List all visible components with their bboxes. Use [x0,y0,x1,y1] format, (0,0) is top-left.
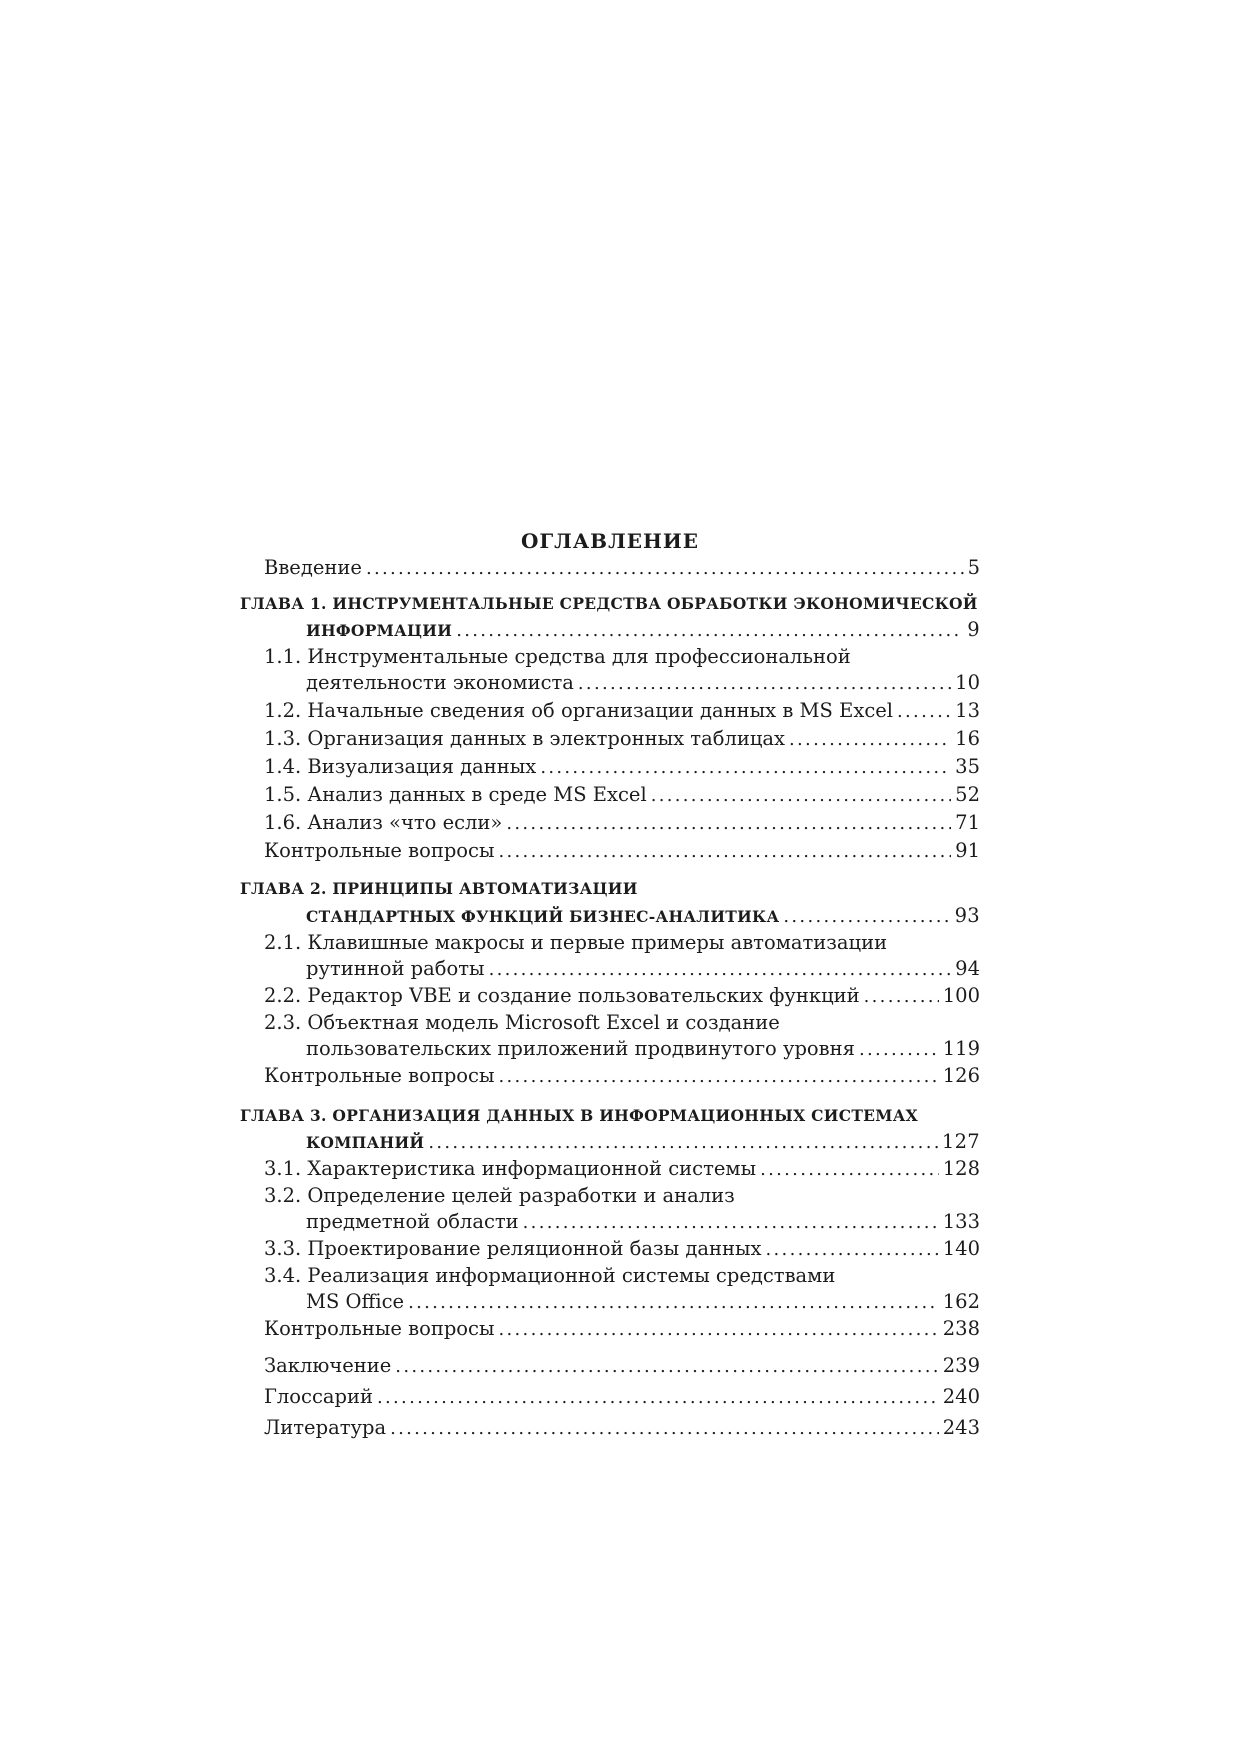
section-title: Организация данных в электронных таблицах [307,727,786,750]
entry-title: Заключение [264,1354,392,1377]
chapter-title: ГЛАВА 2. ПРИНЦИПЫ АВТОМАТИЗАЦИИ [240,879,638,898]
toc-entry-2-questions[interactable] [264,1064,980,1088]
chapter-title: ГЛАВА 3. ОРГАНИЗАЦИЯ ДАННЫХ В ИНФОРМАЦИОННЫХ СИСТЕМАХ [240,1106,919,1125]
section-number: 1.4. [264,755,302,778]
dot-leader [498,1318,938,1342]
entry-title: Введение [264,556,362,579]
toc-entry-1-2[interactable] [264,699,980,723]
toc-entry-2-3[interactable] [264,1011,980,1035]
page-number: 119 [942,1037,980,1060]
section-title: Объектная модель Microsoft Excel и создание [307,1011,780,1034]
dot-leader [456,619,963,643]
section-title-cont: пользовательских приложений продвинутого уровня [306,1037,855,1060]
toc-entry-1-questions[interactable] [264,839,980,863]
section-title: Клавишные макросы и первые примеры автоматизации [307,931,888,954]
page-number: 126 [942,1064,980,1087]
dot-leader [578,672,951,696]
section-number: 2.2. [264,984,302,1007]
page-number: 100 [942,984,980,1007]
dot-leader [498,1065,938,1089]
dot-leader [506,812,951,836]
toc-entry-1-3[interactable] [264,727,980,751]
dot-leader [523,1211,939,1235]
page-number: 162 [942,1290,980,1313]
section-title: Визуализация данных [307,755,537,778]
page-number: 9 [967,618,980,641]
chapter-heading-1-cont[interactable] [306,618,980,642]
section-title-cont: деятельности экономиста [306,671,574,694]
dot-leader [766,1238,939,1262]
toc-entry-3-4[interactable] [264,1264,980,1288]
toc-title: ОГЛАВЛЕНИЕ [520,529,700,553]
page-number: 13 [955,699,980,722]
toc-entry-3-2[interactable] [264,1184,980,1208]
page-number: 35 [955,755,980,778]
toc-entry-3-3[interactable] [264,1237,980,1261]
section-title-cont: рутинной работы [306,957,485,980]
dot-leader [366,557,964,581]
toc-entry-references[interactable] [264,1416,980,1440]
section-number: 3.3. [264,1237,302,1260]
section-title: Определение целей разработки и анализ [307,1184,735,1207]
section-title-cont: MS Office [306,1290,405,1313]
entry-title: Литература [264,1416,387,1439]
toc-entry-glossary[interactable] [264,1385,980,1409]
questions-title: Контрольные вопросы [264,1064,495,1087]
toc-entry-3-2-cont[interactable] [306,1210,980,1234]
chapter-title-cont: КОМПАНИЙ [306,1133,425,1152]
questions-title: Контрольные вопросы [264,839,495,862]
section-number: 2.3. [264,1011,302,1034]
dot-leader [789,728,951,752]
dot-leader [489,958,952,982]
section-number: 1.1. [264,645,302,668]
toc-entry-2-3-cont[interactable] [306,1037,980,1061]
section-number: 3.1. [264,1157,302,1180]
toc-entry-2-1-cont[interactable] [306,957,980,981]
section-title: Характеристика информационной системы [307,1157,757,1180]
page-number: 243 [942,1416,980,1439]
chapter-title: ГЛАВА 1. ИНСТРУМЕНТАЛЬНЫЕ СРЕДСТВА ОБРАБОТКИ ЭКОНОМИЧЕСКОЙ [240,594,978,613]
toc-entry-3-questions[interactable] [264,1317,980,1341]
dot-leader [651,784,951,808]
chapter-heading-2[interactable] [240,877,980,901]
page-number: 16 [955,727,980,750]
dot-leader [498,840,951,864]
page-number: 238 [942,1317,980,1340]
dot-leader [783,905,950,929]
section-title: Редактор VBE и создание пользовательских функций [307,984,860,1007]
page-number: 5 [967,556,980,579]
chapter-heading-1[interactable] [240,592,980,616]
page-number: 239 [942,1354,980,1377]
section-title: Начальные сведения об организации данных в MS Excel [307,699,894,722]
toc-entry-3-1[interactable] [264,1157,980,1181]
section-number: 3.4. [264,1264,302,1287]
page-number: 94 [955,957,980,980]
section-title-cont: предметной области [306,1210,519,1233]
section-number: 1.5. [264,783,302,806]
section-title: Анализ «что если» [307,811,503,834]
dot-leader [377,1386,939,1410]
dot-leader [390,1417,939,1441]
dot-leader [428,1131,938,1155]
page-number: 127 [941,1130,980,1153]
chapter-heading-3-cont[interactable] [306,1130,980,1154]
page-number: 128 [942,1157,980,1180]
dot-leader [408,1291,939,1315]
entry-title: Глоссарий [264,1385,373,1408]
page-number: 93 [954,904,980,927]
toc-entry-1-6[interactable] [264,811,980,835]
dot-leader [864,985,939,1009]
dot-leader [897,700,951,724]
toc-entry-1-1[interactable] [264,645,980,669]
section-number: 3.2. [264,1184,302,1207]
dot-leader [395,1355,938,1379]
questions-title: Контрольные вопросы [264,1317,495,1340]
toc-entry-intro[interactable] [264,556,980,580]
section-title: Анализ данных в среде MS Excel [307,783,647,806]
toc-entry-1-1-cont[interactable] [306,671,980,695]
chapter-heading-3[interactable] [240,1104,980,1128]
toc-entry-1-4[interactable] [264,755,980,779]
section-number: 1.3. [264,727,302,750]
section-title: Инструментальные средства для профессиональной [307,645,851,668]
section-number: 1.6. [264,811,302,834]
section-number: 2.1. [264,931,302,954]
section-title: Проектирование реляционной базы данных [307,1237,762,1260]
toc-entry-2-2[interactable] [264,984,980,1008]
dot-leader [540,756,951,780]
page-number: 91 [955,839,980,862]
dot-leader [760,1158,939,1182]
page-number: 10 [955,671,980,694]
chapter-heading-2-cont[interactable] [306,904,980,928]
page-number: 52 [955,783,980,806]
dot-leader [859,1038,939,1062]
chapter-title-cont: ИНФОРМАЦИИ [306,621,453,640]
chapter-title-cont: СТАНДАРТНЫХ ФУНКЦИЙ БИЗНЕС-АНАЛИТИКА [306,907,780,926]
page-number: 133 [942,1210,980,1233]
toc-entry-conclusion[interactable] [264,1354,980,1378]
page-number: 140 [942,1237,980,1260]
section-number: 1.2. [264,699,302,722]
page-number: 240 [942,1385,980,1408]
section-title: Реализация информационной системы средствами [307,1264,836,1287]
page-number: 71 [955,811,980,834]
toc-entry-3-4-cont[interactable] [306,1290,980,1314]
toc-entry-2-1[interactable] [264,931,980,955]
toc-entry-1-5[interactable] [264,783,980,807]
